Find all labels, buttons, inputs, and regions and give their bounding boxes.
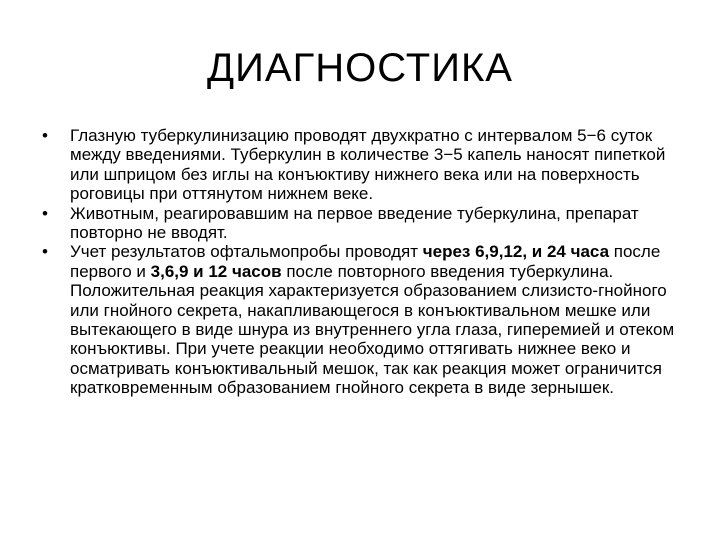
bullet-text: Животным, реагировавшим на первое введение туберкулина, препарат повторно не вводят. (70, 203, 639, 243)
bullet-dot-icon: • (42, 126, 48, 145)
bullet-text-bold: через 6,9,12, и 24 часа (422, 242, 610, 262)
bullet-item (36, 204, 686, 243)
bullet-dot-icon: • (42, 242, 48, 262)
bullet-text: Глазную туберкулинизацию проводят двухкратно с интервалом 5−6 суток между введениями. Туберкулин в количестве 3−5 капель наносят пипеткой или шприцом без иглы на конъюктиву нижнего века или на поверхность роговицы при оттянутом нижнем веке. (70, 126, 666, 204)
bullet-list (36, 126, 686, 398)
bullet-text-segment: после первого и (70, 242, 661, 281)
bullet-dot-icon: • (42, 203, 48, 223)
bullet-text-segment: Учет результатов офтальмопробы проводят (70, 242, 423, 262)
bullet-item (36, 242, 686, 397)
slide-title: ДИАГНОСТИКА (207, 46, 513, 90)
bullet-text (70, 242, 674, 397)
bullet-text-segment: после повторного введения туберкулина. Положительная реакция характеризуется образованием слизисто-гнойного или гнойного секрета, накапливающегося в конъюктивальном мешке или вытекающего в виде шнура из внутреннего угла глаза, гиперемией и отеком конъюктивы. При учете реакции необходимо оттягивать нижнее веко и осматривать конъюктивальный мешок, так как реакция может ограничится кратковременным образованием гнойного секрета в виде зернышек. (70, 261, 675, 398)
bullet-item (36, 126, 686, 204)
bullet-text-bold: 3,6,9 и 12 часов (150, 261, 282, 281)
